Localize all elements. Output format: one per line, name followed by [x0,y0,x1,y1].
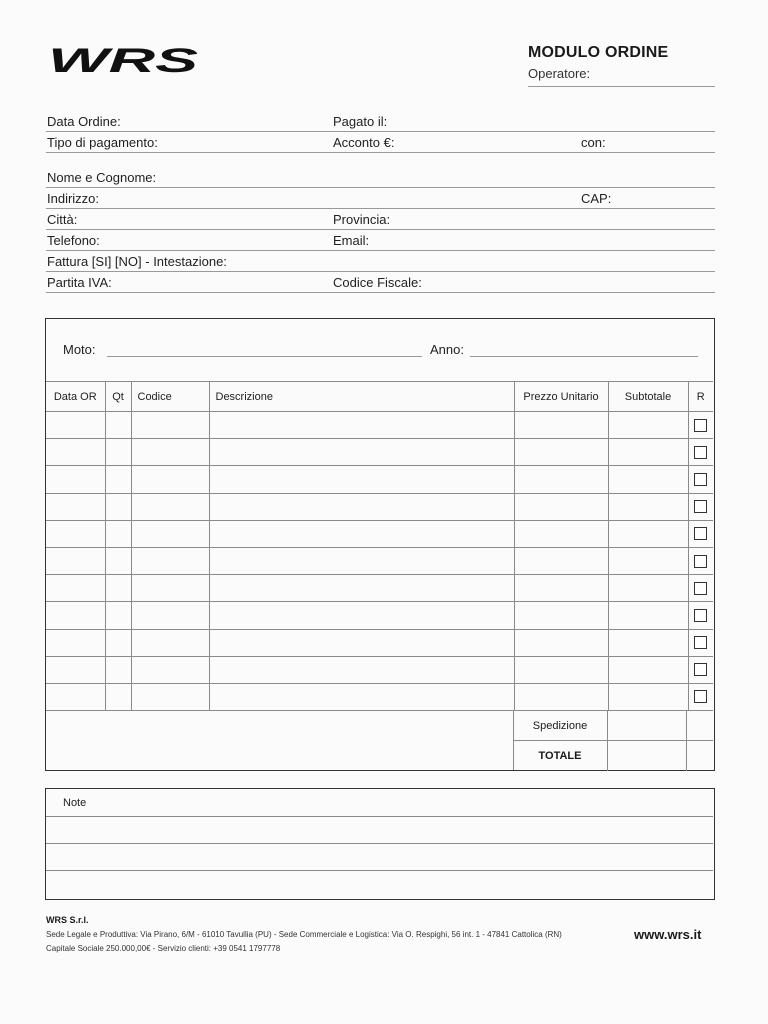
subtotale-cell[interactable] [608,656,688,683]
data-or-cell[interactable] [46,412,105,439]
codice-cell[interactable] [131,602,209,629]
qt-cell[interactable] [105,575,131,602]
row-checkbox[interactable] [694,609,707,622]
row-citta[interactable] [46,210,715,230]
r-cell[interactable] [688,493,713,520]
totale-label: TOTALE [538,750,582,762]
col-codice: Codice [131,382,209,412]
spedizione-value-cell[interactable] [607,711,687,741]
table-row [46,520,713,547]
table-row [46,683,713,710]
table-row [46,575,713,602]
prezzo-cell[interactable] [514,547,608,574]
subtotale-cell[interactable] [608,439,688,466]
row-tipo-pagamento[interactable] [46,133,715,153]
cap-label: CAP: [581,191,612,206]
r-cell[interactable] [688,629,713,656]
codice-cell[interactable] [131,439,209,466]
table-row [46,439,713,466]
codice-cell[interactable] [131,466,209,493]
logo-text: WRS [48,44,199,76]
totale-value-cell[interactable] [607,741,687,771]
table-row [46,656,713,683]
qt-cell[interactable] [105,547,131,574]
prezzo-cell[interactable] [514,629,608,656]
con-label: con: [581,135,606,150]
codice-fiscale-label: Codice Fiscale: [333,275,422,290]
operator-label: Operatore: [528,66,591,81]
prezzo-cell[interactable] [514,520,608,547]
table-row [46,493,713,520]
qt-cell[interactable] [105,629,131,656]
row-checkbox[interactable] [694,473,707,486]
data-or-cell[interactable] [46,439,105,466]
descrizione-cell[interactable] [209,602,514,629]
pagato-il-label: Pagato il: [333,114,388,129]
footer-address: Sede Legale e Produttiva: Via Pirano, 6/M - 61010 Tavullia (PU) - Sede Commerciale e Logistica: Via O. Respighi, 56 int. 1 - 47841 Cattolica (RN) [46,930,562,939]
prezzo-cell[interactable] [514,575,608,602]
website-link[interactable]: www.wrs.it [634,927,702,942]
row-data-ordine[interactable] [46,112,715,132]
row-checkbox[interactable] [694,582,707,595]
descrizione-cell[interactable] [209,547,514,574]
table-row [46,412,713,439]
footer-capital: Capitale Sociale 250.000,00€ - Servizio clienti: +39 0541 1797778 [46,944,281,953]
table-row [46,547,713,574]
codice-cell[interactable] [131,656,209,683]
r-cell[interactable] [688,602,713,629]
codice-cell[interactable] [131,547,209,574]
subtotale-cell[interactable] [608,575,688,602]
descrizione-cell[interactable] [209,466,514,493]
subtotale-cell[interactable] [608,547,688,574]
row-checkbox[interactable] [694,690,707,703]
codice-cell[interactable] [131,493,209,520]
data-or-cell[interactable] [46,629,105,656]
col-descrizione: Descrizione [209,382,514,412]
subtotale-cell[interactable] [608,466,688,493]
descrizione-cell[interactable] [209,629,514,656]
row-nome-cognome[interactable] [46,168,715,188]
notes-line [46,843,713,844]
notes-box[interactable] [45,788,715,900]
qt-cell[interactable] [105,412,131,439]
spedizione-label: Spedizione [532,720,588,732]
subtotale-cell[interactable] [608,629,688,656]
moto-label: Moto: [63,342,96,357]
r-cell[interactable] [688,412,713,439]
data-or-cell[interactable] [46,466,105,493]
descrizione-cell[interactable] [209,412,514,439]
r-cell[interactable] [688,466,713,493]
row-telefono[interactable] [46,231,715,251]
r-cell[interactable] [688,520,713,547]
acconto-label: Acconto €: [333,135,395,150]
descrizione-cell[interactable] [209,683,514,710]
row-checkbox[interactable] [694,663,707,676]
r-cell[interactable] [688,439,713,466]
descrizione-cell[interactable] [209,439,514,466]
moto-input-line[interactable] [107,356,422,357]
data-or-cell[interactable] [46,575,105,602]
order-box [45,318,715,771]
telefono-label: Telefono: [47,233,100,248]
codice-cell[interactable] [131,412,209,439]
r-cell[interactable] [688,575,713,602]
data-or-cell[interactable] [46,520,105,547]
prezzo-cell[interactable] [514,656,608,683]
r-cell[interactable] [688,683,713,710]
descrizione-cell[interactable] [209,520,514,547]
data-or-cell[interactable] [46,547,105,574]
col-r: R [688,382,713,412]
qt-cell[interactable] [105,466,131,493]
operator-field[interactable] [528,66,715,87]
wrs-logo [46,44,202,76]
codice-cell[interactable] [131,629,209,656]
prezzo-cell[interactable] [514,602,608,629]
notes-line [46,816,713,817]
row-checkbox[interactable] [694,419,707,432]
subtotale-cell[interactable] [608,493,688,520]
footer-company: WRS S.r.l. [46,915,89,925]
qt-cell[interactable] [105,602,131,629]
codice-cell[interactable] [131,683,209,710]
codice-cell[interactable] [131,575,209,602]
r-cell[interactable] [688,656,713,683]
prezzo-cell[interactable] [514,412,608,439]
indirizzo-label: Indirizzo: [47,191,100,206]
partita-iva-label: Partita IVA: [47,275,112,290]
row-checkbox[interactable] [694,555,707,568]
subtotale-cell[interactable] [608,520,688,547]
col-qt: Qt [105,382,131,412]
row-partita-iva[interactable] [46,273,715,293]
qt-cell[interactable] [105,439,131,466]
descrizione-cell[interactable] [209,493,514,520]
notes-line [46,870,713,871]
provincia-label: Provincia: [333,212,391,227]
form-title: MODULO ORDINE [528,44,669,61]
spedizione-row[interactable] [513,710,713,740]
items-table [46,381,713,711]
row-checkbox[interactable] [694,636,707,649]
data-or-cell[interactable] [46,493,105,520]
table-row [46,602,713,629]
row-fattura[interactable] [46,252,715,272]
subtotale-cell[interactable] [608,412,688,439]
r-cell[interactable] [688,547,713,574]
totale-row[interactable] [513,740,713,770]
email-label: Email: [333,233,370,248]
qt-cell[interactable] [105,493,131,520]
subtotale-cell[interactable] [608,683,688,710]
prezzo-cell[interactable] [514,466,608,493]
data-or-cell[interactable] [46,683,105,710]
prezzo-cell[interactable] [514,493,608,520]
table-row [46,466,713,493]
citta-label: Città: [47,212,78,227]
nome-cognome-label: Nome e Cognome: [47,170,157,185]
anno-input-line[interactable] [470,356,698,357]
col-prezzo-unitario: Prezzo Unitario [514,382,608,412]
data-or-cell[interactable] [46,602,105,629]
descrizione-cell[interactable] [209,575,514,602]
items-header-row [46,382,713,412]
qt-cell[interactable] [105,683,131,710]
tipo-pagamento-label: Tipo di pagamento: [47,135,158,150]
qt-cell[interactable] [105,520,131,547]
col-subtotale: Subtotale [608,382,688,412]
subtotale-cell[interactable] [608,602,688,629]
row-checkbox[interactable] [694,500,707,513]
prezzo-cell[interactable] [514,439,608,466]
descrizione-cell[interactable] [209,656,514,683]
qt-cell[interactable] [105,656,131,683]
prezzo-cell[interactable] [514,683,608,710]
data-ordine-label: Data Ordine: [47,114,121,129]
codice-cell[interactable] [131,520,209,547]
row-checkbox[interactable] [694,527,707,540]
fattura-label: Fattura [SI] [NO] - Intestazione: [47,254,227,269]
row-checkbox[interactable] [694,446,707,459]
notes-label: Note [63,797,87,809]
table-row [46,629,713,656]
row-indirizzo[interactable] [46,189,715,209]
col-data-or: Data OR [46,382,105,412]
data-or-cell[interactable] [46,656,105,683]
anno-label: Anno: [430,342,464,357]
